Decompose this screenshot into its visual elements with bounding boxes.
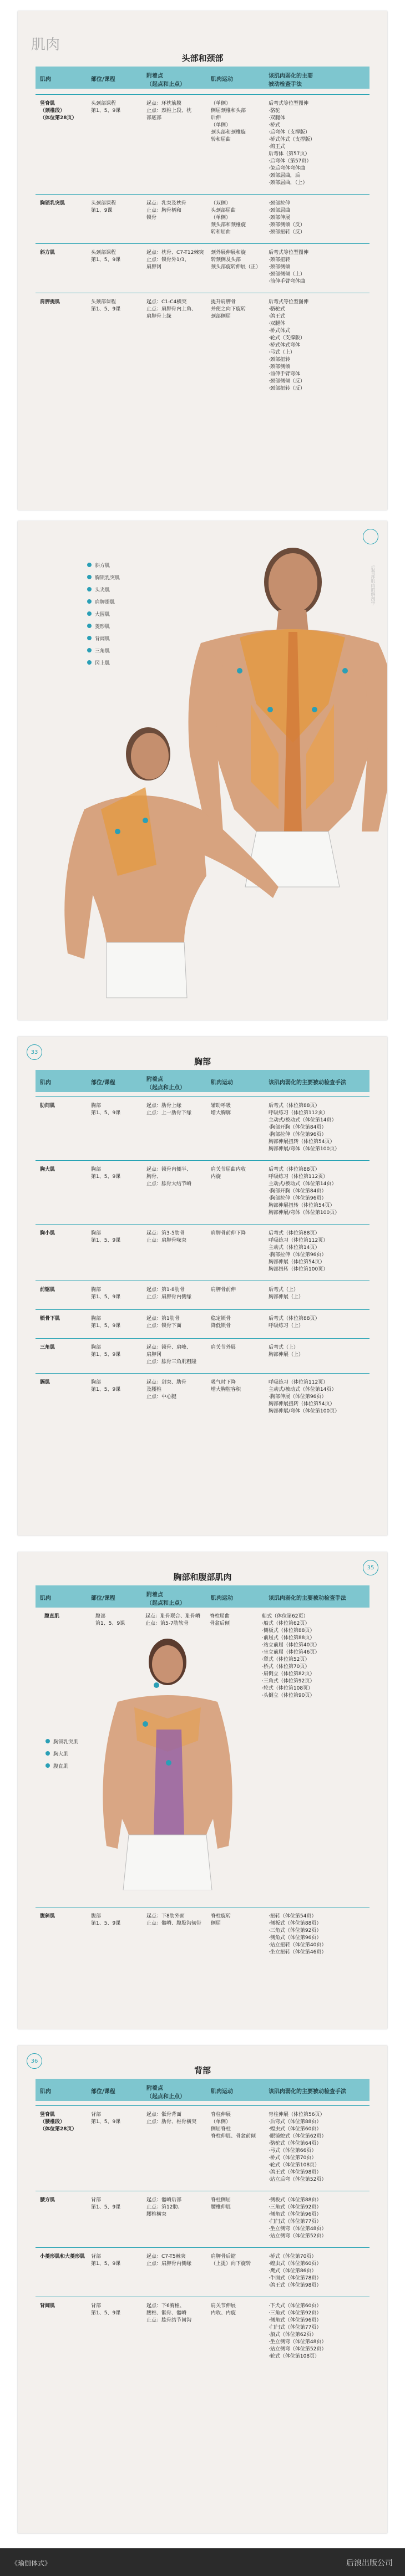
col-part: 部位/课程 — [91, 1595, 115, 1601]
check-item: ·颈部屈曲，（上） — [269, 180, 308, 186]
muscle-attachment: 起点：髂嵴后部 止点：第12肋、 腰椎横突 — [146, 2197, 183, 2217]
table-row — [36, 2247, 369, 2296]
muscle-part: 腹部 第1、5、9课 — [95, 1614, 125, 1626]
col-move: 肌肉运动 — [211, 1080, 233, 1086]
side-caption: 后背部肌肉的解剖学 — [371, 565, 376, 605]
check-item: ·门闩式（体位第77页） — [269, 2325, 322, 2330]
check-item: 后弯体（第57页） — [269, 151, 310, 157]
check-item: ·兔后弯体弯体曲 — [269, 166, 305, 171]
muscle-part: 背部 第1、5、9课 — [91, 2112, 121, 2125]
check-item: ·颈部侧倾 — [269, 264, 290, 270]
muscle-attachment: 起点：剑突、肋骨 及腰椎 止点：中心腱 — [146, 1380, 187, 1400]
check-item: ·眼镜蛇式（体位第62页） — [269, 2134, 327, 2139]
check-item: ·侧角式（体位第96页） — [269, 2318, 322, 2323]
check-item: ·鸽王式（体位第98页） — [269, 2283, 322, 2288]
muscle-movement: 肩胛骨前伸 — [211, 1287, 236, 1293]
table-row — [36, 1907, 369, 1963]
check-item: ·桥式 — [269, 123, 280, 128]
check-item: ·头倒立（体位第90页） — [262, 1693, 315, 1698]
back-anatomy-illustration — [18, 521, 387, 1020]
check-item: ·颈部屈曲，后 — [269, 173, 300, 178]
muscle-attachment: 起点：下6胸椎、 腰椎、骶骨、髂嵴 止点：肱骨结节间沟 — [146, 2303, 192, 2323]
check-item: ·弓式（体位第66页） — [269, 2148, 317, 2154]
col-attach: 附着点 （起点和止点） — [146, 1077, 185, 1091]
muscle-part: 胸部 第1、5、9课 — [91, 1103, 121, 1116]
check-item: ·胸部拉伸（体位第96页） — [269, 1132, 327, 1137]
table-row — [36, 2191, 369, 2247]
table-row — [36, 1224, 369, 1280]
muscle-movement: 脊柱伸展 （单侧） 侧屈脊柱 脊柱伸展、骨盆前倾 — [211, 2112, 256, 2139]
check-item: ·蝗虫式（体位第60页） — [269, 2261, 322, 2267]
check-item: ·桥式（体位第70页） — [269, 2254, 317, 2259]
check-item: 胸部伸展/弯体（体位第100页） — [269, 1146, 340, 1152]
col-check: 该肌肉弱化的主要 被动检查手法 — [269, 73, 313, 88]
check-item: 脊柱伸展（体位第56页） — [269, 2112, 325, 2118]
muscle-part: 头颈部课程 第1、5、9课 — [91, 250, 121, 263]
table-row — [36, 1281, 369, 1309]
muscle-part: 胸部 第1、5、9课 — [91, 1287, 121, 1300]
check-list — [269, 1230, 387, 1273]
muscle-attachment: 起点：C7-T5棘突 止点：肩胛骨内侧缘 — [146, 2254, 192, 2267]
muscle-name: 胸大肌 — [40, 1167, 55, 1172]
check-item: 胸部伸展扭转（体位第54页） — [269, 1139, 335, 1145]
check-item: ·站立侧弯（体位第52页） — [269, 2233, 327, 2239]
check-item: ·胸部拉伸（体位第96页） — [269, 1252, 327, 1258]
col-check: 该肌肉弱化的主要被动检查手法 — [269, 2089, 346, 2095]
check-item: ·肩倒立（体位第82页） — [262, 1671, 315, 1677]
page-number-badge: 33 — [27, 1044, 42, 1060]
check-item: ·颈部伸展 — [269, 215, 290, 221]
page-chest-abdomen — [18, 1552, 387, 2029]
check-item: ·轮式（体位第108页） — [262, 1686, 313, 1691]
muscle-part: 胸部 第1、5、9课 — [91, 1167, 121, 1180]
muscle-name: 腹直肌 — [44, 1614, 60, 1619]
col-move: 肌肉运动 — [211, 1595, 233, 1601]
muscle-name: 竖脊肌 （腰椎段） （体位第28页） — [40, 2112, 77, 2132]
muscle-name: 胸小肌 — [40, 1231, 55, 1236]
check-item: ·双腿体 — [269, 115, 285, 121]
col-check: 该肌肉弱化的主要被动检查手法 — [269, 1595, 346, 1601]
check-item: 胸部伸展扭转（体位第54页） — [269, 1203, 335, 1208]
col-part: 部位/课程 — [91, 1080, 115, 1086]
publisher-logo: 后浪出版公司 — [346, 2559, 393, 2568]
check-item: ·侧板式（体位第88页） — [262, 1628, 315, 1634]
table-header — [36, 67, 369, 89]
legend-label: 背阔肌 — [95, 636, 110, 642]
muscle-attachment: 起点：枕骨、C7-T12棘突 止点：锁骨外1/3、 肩胛冈 — [146, 250, 204, 270]
check-list — [269, 1379, 387, 1415]
check-list — [269, 1913, 387, 1956]
col-muscle: 肌肉 — [40, 1080, 51, 1086]
check-list — [269, 1103, 387, 1153]
muscle-part: 背部 第1、5、9课 — [91, 2197, 121, 2210]
table-row — [36, 243, 369, 292]
page-title: 头部和颈部 — [181, 53, 224, 63]
muscle-part: 胸部 第1、5、9课 — [91, 1380, 121, 1392]
legend-label: 头夹肌 — [95, 587, 110, 593]
check-list — [269, 1287, 387, 1301]
muscle-movement: 肩胛骨前伸下降 — [211, 1231, 246, 1236]
muscle-attachment: 起点：乳突及枕骨 止点：胸骨柄和 锁骨 — [146, 201, 187, 221]
muscle-part: 头颈部课程 第1、5、9课 — [91, 101, 121, 114]
check-item: 主动式/被动式（体位第14页） — [269, 1181, 337, 1187]
col-muscle: 肌肉 — [40, 76, 51, 83]
check-item: ·弓式（上） — [269, 350, 295, 355]
muscle-part: 胸部 第1、5、9课 — [91, 1231, 121, 1243]
check-item: 胸部伸展（体位第54页） — [269, 1259, 325, 1265]
check-item: 后弯式（上） — [269, 1287, 299, 1293]
legend-label: 胸锁乳突肌 — [53, 1739, 79, 1745]
check-item: ·前伸手臂弯体 — [269, 371, 300, 377]
col-attach: 附着点 （起点和止点） — [146, 2085, 185, 2100]
check-item: ·站立扭转（体位第40页） — [269, 1942, 327, 1948]
check-list — [269, 249, 387, 285]
check-item: ·犁式（体位第52页） — [262, 1657, 310, 1662]
check-item: ·三角式（体位第92页） — [269, 1928, 322, 1934]
legend-label: 菱形肌 — [95, 624, 110, 630]
check-item: ·鸽王式 — [269, 314, 285, 319]
check-item: 主动式/被动式（体位第14页） — [269, 1118, 337, 1123]
page-head-neck — [18, 11, 387, 510]
check-item: ·胸部拉伸（体位第96页） — [269, 1196, 327, 1201]
check-item: ·三角式（体位第92页） — [269, 2310, 322, 2316]
muscle-part: 胸部 第1、5、9课 — [91, 1345, 121, 1358]
page-number-badge: 35 — [363, 1560, 378, 1575]
col-part: 部位/课程 — [91, 2089, 115, 2095]
front-anatomy-illustration — [84, 1635, 251, 1890]
muscle-part: 胸部 第1、5、9课 — [91, 1316, 121, 1329]
check-list — [269, 2197, 387, 2240]
check-item: 胸部伸展/弯体（体位第100页） — [269, 1409, 340, 1414]
table-header — [36, 1585, 369, 1608]
check-item: ·下犬式（体位第60页） — [269, 2303, 322, 2309]
muscle-part: 腹部 第1、5、9课 — [91, 1914, 121, 1926]
check-item: ·门闩式（体位第77页） — [269, 2219, 322, 2225]
table-row — [36, 1373, 369, 1422]
col-check: 该肌肉弱化的主要被动检查手法 — [269, 1080, 346, 1086]
check-item: ·鸽王式（体位第98页） — [269, 2170, 322, 2175]
muscle-movement: 辅助呼吸 增大胸廓 — [211, 1103, 231, 1116]
check-item: ·前伸手臂弯体曲 — [269, 279, 305, 284]
check-item: ·侧板式（体位第88页） — [269, 2197, 322, 2203]
check-item: 胸部伸展（上） — [269, 1352, 304, 1358]
check-item: ·站立侧弯（体位第52页） — [269, 2347, 327, 2352]
muscle-part: 头颈部课程 第1、5、9课 — [91, 299, 121, 312]
check-item: ·鸽王式 — [269, 144, 285, 150]
check-item: 后弯式（体位第88页） — [269, 1103, 320, 1109]
muscle-movement: 提升肩胛骨 并使之向下旋转 颈部侧屈 — [211, 299, 246, 319]
muscle-part: 头颈部课程 第1、9课 — [91, 201, 117, 213]
check-item: ·后弯体（支撑版） — [269, 130, 310, 135]
table-row — [36, 194, 369, 243]
check-item: ·前屈式（体位第88页） — [262, 1635, 315, 1641]
table-header — [36, 2079, 369, 2101]
muscle-legend — [45, 1735, 78, 1772]
muscle-attachment: 起点：C1-C4横突 止点：肩胛骨内上角、 肩胛骨上缘 — [146, 299, 197, 319]
col-muscle: 肌肉 — [40, 2089, 51, 2095]
check-item: ·站立后弯（体位第52页） — [269, 2177, 327, 2182]
check-item: ·侧角式（体位第96页） — [269, 2212, 322, 2217]
muscle-movement: 肩胛骨后缩 （上提）向下旋转 — [211, 2254, 251, 2267]
muscle-attachment: 起点：环枕筋膜 止点：颈椎上段、枕 部底部 — [146, 101, 192, 121]
muscle-name: 肋间肌 — [40, 1103, 55, 1109]
check-item: ·颈部扭转（反） — [269, 229, 305, 235]
footer-book-title: 《瑜伽体式》 — [11, 2559, 52, 2567]
check-item: ·桥式（体位第70页） — [269, 2155, 317, 2161]
muscle-movement: 肩关节伸展 内收、内旋 — [211, 2303, 236, 2316]
page-back-illustration — [18, 521, 387, 1020]
check-item: ·桥式体式弯体 — [269, 343, 300, 348]
muscle-movement: 肩关节外展 — [211, 1345, 236, 1350]
muscle-name: 锁骨下肌 — [40, 1316, 60, 1322]
check-list — [269, 200, 387, 236]
check-item: ·坐立侧弯（体位第48页） — [269, 2339, 327, 2345]
check-list — [269, 2111, 387, 2184]
legend-label: 胸锁乳突肌 — [95, 575, 120, 581]
table-row — [36, 293, 369, 399]
check-item: ·颈部侧倾（上） — [269, 272, 305, 277]
check-item: ·船式（体位第62页） — [269, 2332, 317, 2338]
col-move: 肌肉运动 — [211, 76, 233, 83]
legend-label: 冈上肌 — [95, 660, 110, 666]
check-item: 后弯式等位型图伸 — [269, 101, 309, 106]
check-item: ·侧板式（体位第88页） — [269, 1921, 322, 1926]
legend-item — [45, 1759, 78, 1772]
table-row — [36, 1338, 369, 1373]
check-list — [269, 100, 387, 187]
check-item: ·后弯式（体位第88页） — [269, 2119, 322, 2125]
legend-dot-icon — [45, 1751, 50, 1756]
check-list — [269, 2303, 387, 2360]
check-item: ·侧角式（体位第96页） — [269, 1935, 322, 1941]
check-item: ·坐立前屈（体位第46页） — [262, 1650, 320, 1655]
muscle-name: 竖脊肌 （颈椎段） （体位第28页） — [40, 101, 77, 121]
muscle-attachment: 起点：骶骨背面 止点：肋骨、椎骨横突 — [146, 2112, 197, 2125]
check-item: ·颈部屈曲 — [269, 208, 290, 213]
muscle-name: 腹斜肌 — [40, 1914, 55, 1919]
section-label: 肌肉 — [31, 37, 60, 53]
muscle-name: 肩胛提肌 — [40, 299, 60, 305]
page-title: 胸部和腹部肌肉 — [173, 1572, 232, 1582]
muscle-attachment: 起点：第1-8肋骨 止点：肩胛骨内侧缘 — [146, 1287, 192, 1300]
check-item: ·轮式（体位第108页） — [269, 2354, 320, 2359]
muscle-movement: 颈外展伸展和旋 转颈侧及头部 颈头部旋转伸展（正） — [211, 250, 261, 270]
check-item: ·双腿体 — [269, 321, 285, 327]
check-item: 呼吸练习（体位第112页） — [269, 1110, 328, 1116]
check-item: ·骆驼 — [269, 108, 280, 114]
page-title: 胸部 — [194, 1057, 211, 1067]
muscle-part: 背部 第1、5、9课 — [91, 2303, 121, 2316]
check-item: ·站立前屈（体位第40页） — [262, 1642, 320, 1648]
check-item: ·扭转（体位第54页） — [269, 1914, 317, 1919]
check-item: ·桥式（体位第70页） — [262, 1664, 310, 1670]
check-item: 胸部伸展/弯体（体位第100页） — [269, 1210, 340, 1216]
check-item: 后弯式（体位第88页） — [269, 1231, 320, 1236]
check-list — [269, 1166, 387, 1217]
muscle-attachment: 起点：肋骨上缘 止点：上一肋骨下缘 — [146, 1103, 192, 1116]
legend-label: 大圆肌 — [95, 611, 110, 618]
check-item: 后弯式（体位第88页） — [269, 1316, 320, 1322]
check-item: 后弯式等位型图伸 — [269, 299, 309, 305]
muscle-movement: 肩关节屈曲内收 内旋 — [211, 1167, 246, 1180]
muscle-movement: （双侧） 头颈部屈曲 （单侧） 颈头部和颈椎旋 转和屈曲 — [211, 201, 246, 235]
muscle-attachment: 起点：下8肋外面 止点：髂嵴、腹股沟韧带 — [146, 1914, 202, 1926]
legend-label: 腹直肌 — [53, 1763, 69, 1769]
footer-bar — [0, 2548, 405, 2576]
legend-dot-icon — [45, 1739, 50, 1743]
legend-dot-icon — [45, 1763, 50, 1768]
muscle-attachment: 起点：耻骨联合、耻骨嵴 止点：第5-7肋软骨 — [145, 1614, 201, 1626]
check-item: ·胸部开胸（体位第84页） — [269, 1188, 327, 1194]
col-attach: 附着点 （起点和止点） — [146, 73, 185, 88]
col-move: 肌肉运动 — [211, 2089, 233, 2095]
check-item: ·骆驼式 — [269, 307, 285, 312]
col-part: 部位/课程 — [91, 76, 115, 83]
check-list — [269, 1344, 387, 1359]
muscle-movement: 脊柱侧屈 腰椎伸展 — [211, 2197, 231, 2210]
muscle-name: 腰方肌 — [40, 2197, 55, 2203]
muscle-movement: 脊柱旋转 侧屈 — [211, 1914, 231, 1926]
check-item: 呼吸练习（体位第112页） — [269, 1380, 328, 1385]
check-list — [262, 1613, 320, 1700]
check-item: ·颈部侧倾（反） — [269, 379, 305, 384]
page-number-badge: 36 — [27, 2053, 42, 2069]
col-muscle: 肌肉 — [40, 1595, 51, 1601]
muscle-name: 背阔肌 — [40, 2303, 55, 2309]
check-list — [269, 299, 387, 392]
check-item: 后弯式等位型图伸 — [269, 250, 309, 256]
muscle-attachment: 起点：锁骨、肩峰、 肩胛冈 止点：肱骨三角肌粗隆 — [146, 1345, 197, 1365]
check-item: 胸部伸展（上） — [269, 1294, 304, 1300]
muscle-movement: 脊柱屈曲 骨盆后倾 — [210, 1614, 230, 1626]
check-item: 呼吸练习（体位第112页） — [269, 1238, 328, 1243]
legend-label: 斜方肌 — [95, 563, 110, 569]
check-list — [269, 1315, 387, 1330]
muscle-name: 膈肌 — [40, 1380, 50, 1385]
muscle-name: 三角肌 — [40, 1345, 55, 1350]
muscle-movement: （单侧） 侧屈颈椎和头部 后伸 （单侧） 颈头部和颈椎旋 转和屈曲 — [211, 101, 246, 142]
muscle-name: 斜方肌 — [40, 250, 55, 256]
check-item: 呼吸练习（上） — [269, 1323, 304, 1329]
table-row — [36, 2105, 369, 2190]
check-item: ·胸部开胸（体位第84页） — [269, 1125, 327, 1130]
check-item: ·颈部扭转 — [269, 257, 290, 263]
check-item: ·颈部拉伸 — [269, 201, 290, 206]
check-item: ·三角式（体位第92页） — [269, 2205, 322, 2210]
check-item: ·胸部伸展（体位第96页） — [269, 1394, 327, 1400]
table-row — [36, 2297, 369, 2367]
check-item: 胸部伸展扭转（体位第54页） — [269, 1401, 335, 1407]
muscle-name: 前锯肌 — [40, 1287, 55, 1293]
check-item: ·蝗虫式（体位第60页） — [269, 2126, 322, 2132]
muscle-movement: 吸气时下降 增大胸腔容积 — [211, 1380, 241, 1392]
check-item: 主动式/被动式（体位第14页） — [269, 1387, 337, 1392]
legend-label: 肩胛提肌 — [95, 599, 115, 605]
check-item: 后弯式（上） — [269, 1345, 299, 1350]
check-item: ·颈部侧倾 — [269, 364, 290, 370]
table-row — [36, 94, 369, 193]
table-header — [36, 1070, 369, 1092]
check-item: 后弯式（体位第88页） — [269, 1167, 320, 1172]
check-item: ·后弯体（第57页） — [269, 159, 312, 164]
page-title: 背部 — [194, 2065, 211, 2075]
check-item: 船式（体位第62页） — [262, 1614, 308, 1619]
legend-label: 胸大肌 — [53, 1751, 69, 1757]
check-item: ·颈部扭转 — [269, 357, 290, 363]
check-item: ·颈部扭转（反） — [269, 386, 305, 391]
check-list — [269, 2253, 387, 2289]
check-item: ·桥式体式（支撑版） — [269, 137, 315, 142]
check-item: 胸部扭转（体位第100页） — [269, 1267, 328, 1272]
table-row — [36, 1309, 369, 1338]
page-back — [18, 2046, 387, 2533]
page-chest — [18, 1037, 387, 1536]
check-item: ·骆驼式（体位第64页） — [269, 2141, 322, 2146]
muscle-movement: 稳定锁骨 降低锁骨 — [211, 1316, 231, 1329]
table-row — [36, 1160, 369, 1223]
muscle-attachment: 起点：锁骨内侧半、 胸骨、 止点：肱骨大结节嵴 — [146, 1167, 192, 1187]
check-item: ·轮式（体位第108页） — [269, 2162, 320, 2168]
muscle-attachment: 起点：第1肋骨 止点：锁骨下面 — [146, 1316, 182, 1329]
muscle-part: 背部 第1、5、9课 — [91, 2254, 121, 2267]
legend-label: 三角肌 — [95, 648, 110, 654]
check-item: 呼吸练习（体位第112页） — [269, 1174, 328, 1180]
muscle-attachment: 起点：第3-5肋骨 止点：肩胛骨喙突 — [146, 1231, 187, 1243]
muscle-name: 胸锁乳突肌 — [40, 201, 65, 206]
check-item: ·三角式（体位第92页） — [262, 1679, 315, 1684]
check-item: ·颈部侧倾（反） — [269, 222, 305, 228]
check-item: ·鹰式（体位第86页） — [269, 2268, 317, 2274]
check-item: 主动式（体位第14页） — [269, 1245, 320, 1251]
table-row — [36, 1096, 369, 1160]
col-attach: 附着点 （起点和止点） — [146, 1592, 185, 1606]
check-item: ·坐立扭转（体位第46页） — [269, 1950, 327, 1955]
legend-item — [45, 1735, 78, 1747]
legend-item — [45, 1747, 78, 1759]
check-item: ·轮式（支撑版） — [269, 335, 305, 341]
check-item: ·船式（体位第62页） — [262, 1621, 310, 1626]
check-item: ·坐立侧弯（体位第48页） — [269, 2226, 327, 2232]
check-item: ·桥式体式 — [269, 328, 290, 334]
muscle-name: 小菱形肌和大菱形肌 — [40, 2254, 85, 2259]
check-item: ·牛面式（体位第78页） — [269, 2276, 322, 2281]
